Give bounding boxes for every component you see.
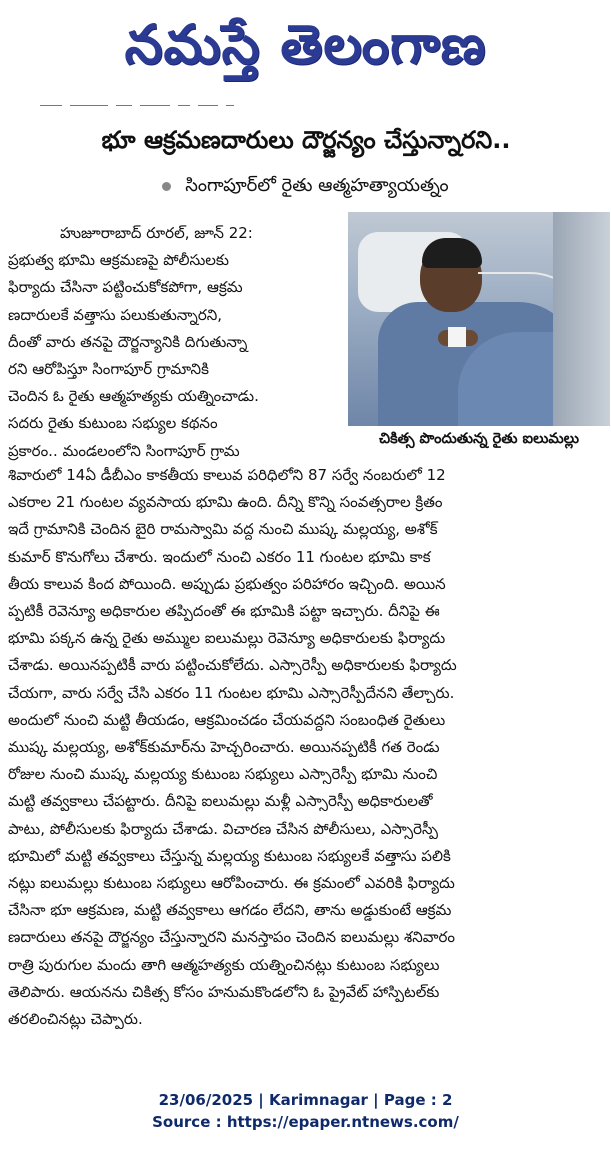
column-line: రని ఆరోపిస్తూ సింగాపూర్ గ్రామానికి (8, 360, 209, 379)
body-line: చేయగా, వారు సర్వే చేసి ఎకరం 11 గుంటల భూమి ఎస్సారెస్పీదేనని తేల్చారు. (8, 683, 455, 702)
body-line: ణదారులు తనపై దౌర్జన్యం చేస్తున్నారని మనస్తాపం చెందిన ఐలుమల్లు శనివారం (8, 928, 456, 947)
body-line: కుమార్ కొనుగోలు చేశారు. ఇందులో నుంచి ఎకరం 11 గుంటల భూమి కాక (8, 547, 431, 566)
farmer-hospital-photo (348, 212, 610, 426)
body-line: భూమి పక్కన ఉన్న రైతు అమ్ముల ఐలుమల్లు రెవెన్యూ అధికారులకు ఫిర్యాదు (8, 629, 446, 648)
body-line: చేసినా భూ ఆక్రమణ, మట్టి తవ్వకాలు ఆగడం లేదని, తాను అడ్డుకుంటే ఆక్రమ (8, 901, 452, 920)
body-line: తెలిపారు. ఆయనను చికిత్స కోసం హనుమకొండలోని ఓ ప్రైవేట్ హాస్పిటల్‌కు (8, 982, 440, 1001)
column-line: సదరు రైతు కుటుంబ సభ్యుల కథనం (8, 414, 218, 433)
body-line: రాత్రి పురుగుల మందు తాగి ఆత్మహత్యకు యత్నించినట్లు కుటుంబ సభ్యులు (8, 955, 440, 974)
column-line: ఫిర్యాదు చేసినా పట్టించుకోకపోగా, ఆక్రమ (8, 278, 243, 297)
column-line: ప్రభుత్వ భూమి ఆక్రమణపై పోలీసులకు (8, 251, 229, 270)
column-line: ప్రకారం.. మండలంలోని సింగాపూర్ గ్రామ (8, 441, 240, 460)
masthead (0, 4, 611, 86)
body-line: నట్లు ఐలుమల్లు కుటుంబ సభ్యులు ఆరోపించారు. ఈ క్రమంలో ఎవరికి ఫిర్యాదు (8, 874, 455, 893)
epaper-footer (0, 1089, 611, 1133)
cropped-text-fragment (40, 96, 310, 106)
footer-source-link[interactable]: Source : https://epaper.ntnews.com/ (152, 1113, 459, 1131)
footer-date-edition-page: 23/06/2025 | Karimnagar | Page : 2 (158, 1091, 453, 1109)
body-line: మట్టి తవ్వకాలు చేపట్టారు. దీనిపై ఐలుమల్లు మళ్లీ ఎస్సారెస్పీ అధికారులతో (8, 792, 433, 811)
newspaper-logo-title: నమస్తే తెలంగాణ (124, 13, 487, 76)
body-line: శివారులో 14ఏ డీబీఎం కాకతీయ కాలువ పరిధిలోని 87 సర్వే నంబరులో 12 (8, 466, 446, 484)
body-line: తీయ కాలువ కింద పోయింది. అప్పుడు ప్రభుత్వం పరిహారం ఇచ్చింది. అయిన (8, 574, 446, 593)
article-headline: భూ ఆక్రమణదారులు దౌర్జన్యం చేస్తున్నారని.. (101, 126, 511, 154)
column-line: ణదారులకే వత్తాసు పలుకుతున్నారని, (8, 305, 223, 324)
body-line: తరలించినట్లు చెప్పారు. (8, 1010, 143, 1029)
body-line: అందులో నుంచి మట్టి తీయడం, ఆక్రమించడం చేయవద్దని సంబంధిత రైతులు (8, 710, 446, 729)
body-line: ఎకరాల 21 గుంటల వ్యవసాయ భూమి ఉంది. దీన్ని కొన్ని సంవత్సరాల క్రితం (8, 493, 443, 512)
bullet-icon (162, 182, 171, 191)
cropped-text-fragment (120, 1062, 490, 1070)
column-line: చెందిన ఓ రైతు ఆత్మహత్యకు యత్నించాడు. (8, 387, 259, 406)
subhead-text: సింగాపూర్‌లో రైతు ఆత్మహత్యాయత్నం (185, 175, 449, 196)
body-line: భూమిలో మట్టి తవ్వకాలు చేస్తున్న మల్లయ్య కుటుంబ సభ్యులకే వత్తాసు పలికి (8, 846, 451, 865)
body-line: పాటు, పోలీసులకు ఫిర్యాదు చేశాడు. విచారణ చేసిన పోలీసులు, ఎస్సారెస్పీ (8, 819, 438, 838)
article-column-text (8, 220, 342, 465)
article-subhead (0, 172, 611, 200)
article-body-text (8, 462, 606, 1033)
body-line: ప్పటికీ రెవెన్యూ అధికారుల తప్పిదంతో ఈ భూమికి పట్టా ఇచ్చారు. దీనిపై ఈ (8, 602, 440, 621)
photo-caption: చికిత్స పొందుతున్న రైతు ఐలుమల్లు (378, 431, 580, 447)
body-line: ముష్క మల్లయ్య, అశోక్‌కుమార్‌ను హెచ్చరించారు. అయినప్పటికీ గత రెండు (8, 738, 440, 757)
body-line: ఇదే గ్రామానికి చెందిన బైరి రామస్వామి వద్ద నుంచి ముష్క మల్లయ్య, అశోక్ (8, 520, 438, 539)
column-line: దీంతో వారు తనపై దౌర్జన్యానికి దిగుతున్నా (8, 332, 248, 351)
dateline: హుజూరాబాద్ రూరల్, జూన్ 22: (60, 224, 253, 242)
body-line: రోజుల నుంచి ముష్క మల్లయ్య కుటుంబ సభ్యులు ఎస్సారెస్పీ భూమి నుంచి (8, 765, 438, 784)
body-line: చేశాడు. అయినప్పటికీ వారు పట్టించుకోలేదు. ఎస్సారెస్పీ అధికారులకు ఫిర్యాదు (8, 656, 457, 675)
